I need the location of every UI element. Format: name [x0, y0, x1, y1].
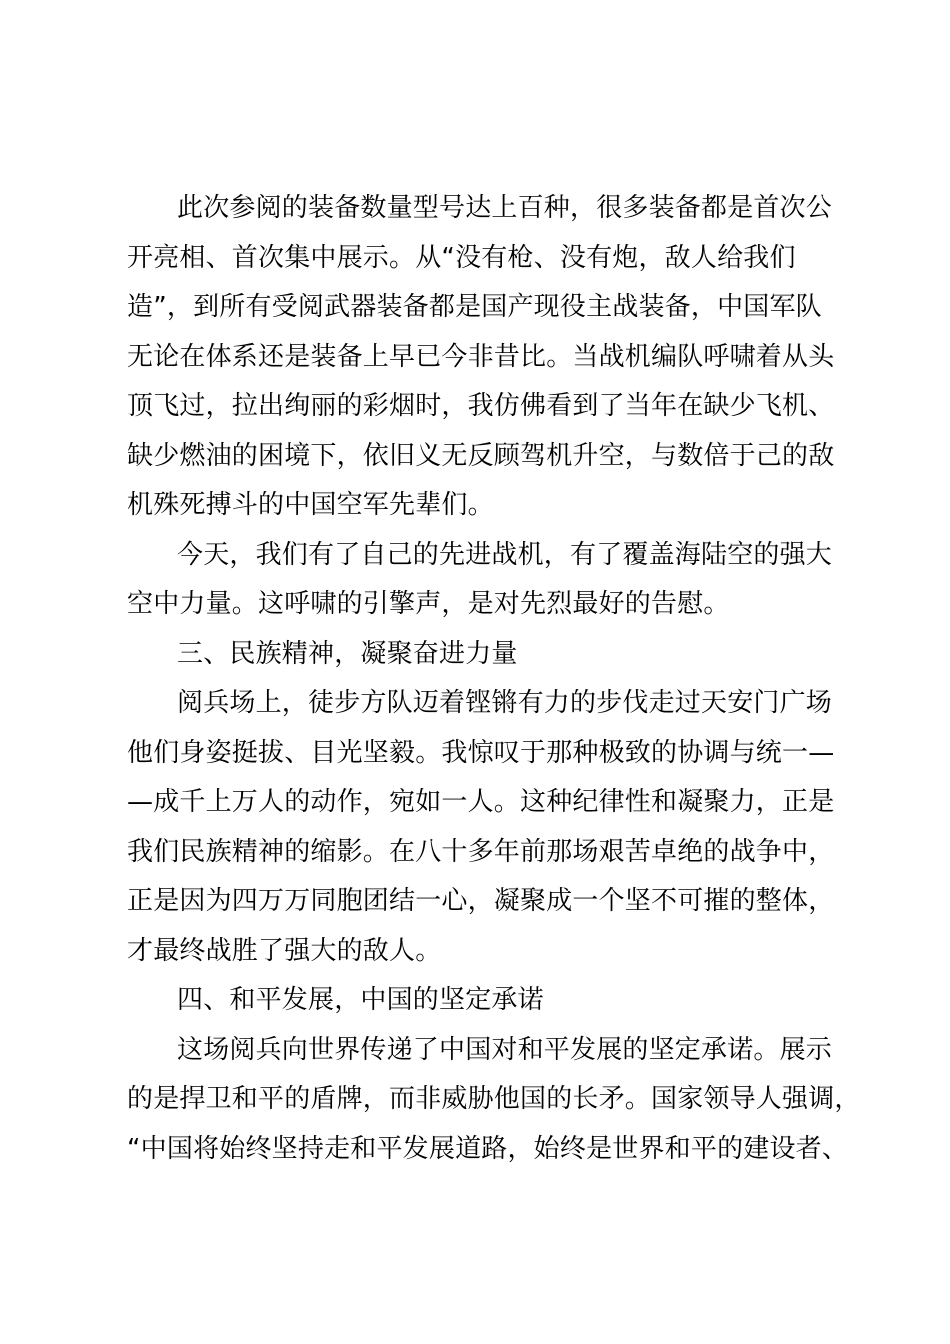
text-line: 这场阅兵向世界传递了中国对和平发展的坚定承诺。展示 — [177, 1035, 833, 1065]
text-line: 顶飞过，拉出绚丽的彩烟时，我仿佛看到了当年在缺少飞机、 — [127, 391, 835, 421]
text-line: 我们民族精神的缩影。在八十多年前那场艰苦卓绝的战争中， — [127, 837, 835, 867]
text-line: 缺少燃油的困境下，依旧义无反顾驾机升空，与数倍于己的敌 — [127, 441, 835, 471]
text-line: —成千上万人的动作，宛如一人。这种纪律性和凝聚力，正是 — [127, 787, 835, 817]
text-line: 开亮相、首次集中展示。从“没有枪、没有炮，敌人给我们 — [127, 243, 796, 273]
text-line: 才最终战胜了强大的敌人。 — [127, 936, 442, 966]
text-line: 造”，到所有受阅武器装备都是国产现役主战装备，中国军队 — [127, 292, 822, 322]
text-line: “中国将始终坚持走和平发展道路，始终是世界和平的建设者、 — [127, 1134, 849, 1164]
text-line: 无论在体系还是装备上早已今非昔比。当战机编队呼啸着从头 — [127, 342, 835, 372]
text-line: 空中力量。这呼啸的引擎声，是对先烈最好的告慰。 — [127, 589, 730, 619]
text-line: 此次参阅的装备数量型号达上百种，很多装备都是首次公 — [177, 193, 833, 223]
text-line: 他们身姿挺拔、目光坚毅。我惊叹于那种极致的协调与统一— — [127, 738, 835, 768]
section-heading: 三、民族精神，凝聚奋进力量 — [177, 639, 518, 669]
text-line: 机殊死搏斗的中国空军先辈们。 — [127, 490, 494, 520]
text-line: 的是捍卫和平的盾牌，而非威胁他国的长矛。国家领导人强调， — [127, 1084, 861, 1114]
text-line: 阅兵场上，徒步方队迈着铿锵有力的步伐走过天安门广场 — [177, 688, 833, 718]
text-line: 正是因为四万万同胞团结一心，凝聚成一个坚不可摧的整体， — [127, 886, 835, 916]
section-heading: 四、和平发展，中国的坚定承诺 — [177, 985, 544, 1015]
text-line: 今天，我们有了自己的先进战机，有了覆盖海陆空的强大 — [177, 540, 833, 570]
